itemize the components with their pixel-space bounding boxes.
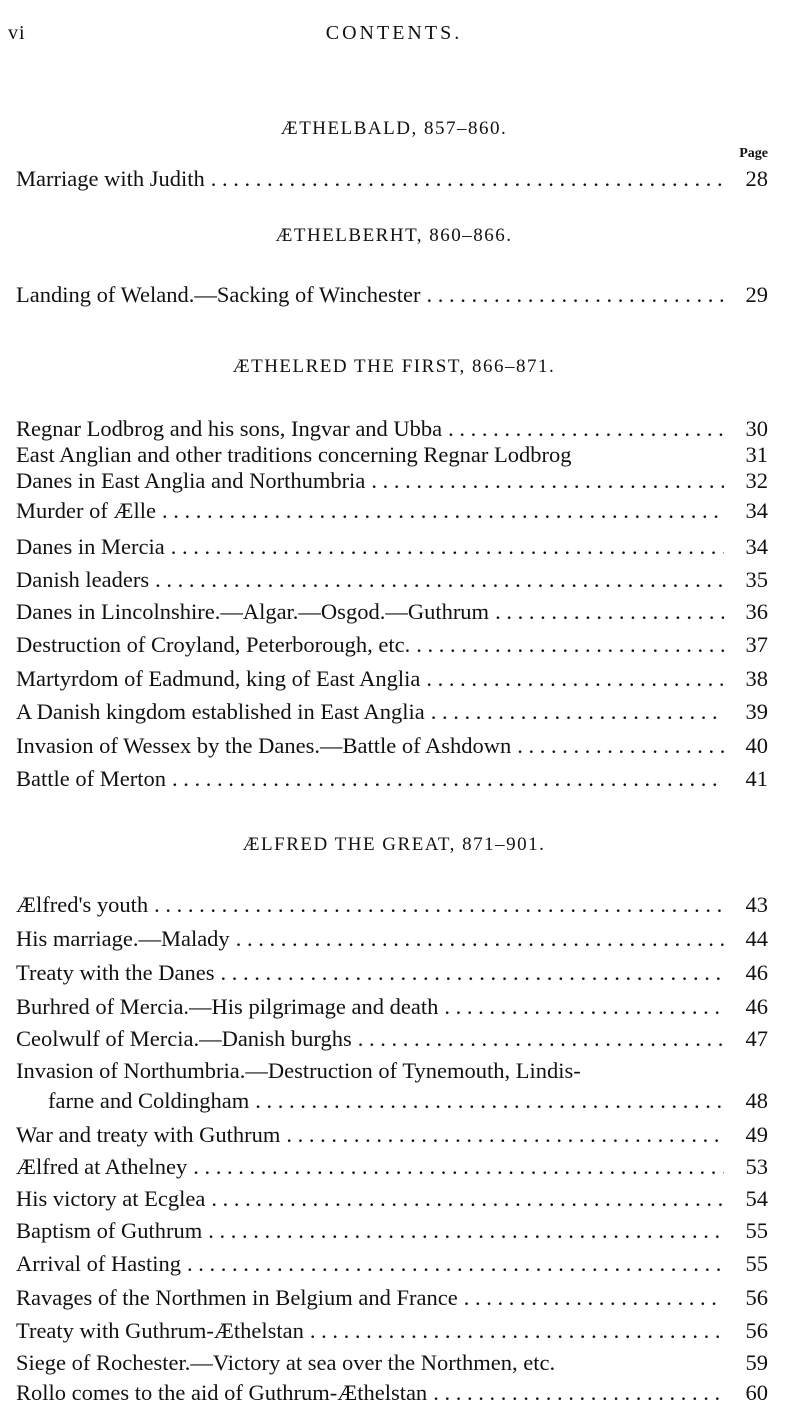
entry-page: 60 (745, 1380, 768, 1405)
toc-entry (16, 731, 768, 761)
running-title: CONTENTS. (325, 22, 463, 44)
toc-entry (16, 496, 768, 526)
toc-entry (16, 1216, 768, 1246)
toc-entry (16, 1184, 768, 1214)
entry-page: 55 (745, 1218, 768, 1243)
entry-title: Arrival of Hasting (16, 1251, 181, 1276)
toc-entry (16, 1348, 768, 1378)
entry-title: Landing of Weland.—Sacking of Winchester (16, 282, 421, 307)
entry-page: 53 (745, 1154, 768, 1179)
page-folio: vi (8, 22, 26, 44)
entry-page: 30 (745, 416, 768, 441)
entry-page: 37 (745, 632, 768, 657)
toc-entry (16, 890, 768, 920)
entry-page: 38 (745, 666, 768, 691)
entry-page: 54 (745, 1186, 768, 1211)
section-heading: ÆLFRED THE GREAT, 871–901. (242, 834, 546, 855)
toc-entry (16, 164, 768, 194)
entry-title: Rollo comes to the aid of Guthrum-Æthelstan (16, 1380, 428, 1405)
section-heading: ÆTHELBALD, 857–860. (280, 118, 508, 139)
toc-entry (16, 1056, 768, 1086)
toc-entry (16, 1120, 768, 1150)
toc-entry (16, 1378, 768, 1408)
entry-page: 31 (745, 442, 768, 467)
entry-title: Danish leaders (16, 567, 150, 592)
toc-entry (16, 764, 768, 794)
entry-title: His marriage.—Malady (16, 926, 230, 951)
entry-title: Marriage with Judith (16, 166, 205, 191)
entry-title: Baptism of Guthrum (16, 1218, 203, 1243)
entry-title: Treaty with the Danes (16, 960, 215, 985)
toc-entry (16, 1024, 768, 1054)
entry-page: 28 (745, 166, 768, 191)
toc-entry (16, 992, 768, 1022)
entry-title: A Danish kingdom established in East Anglia (16, 699, 425, 724)
entry-title: Ceolwulf of Mercia.—Danish burghs (16, 1026, 352, 1051)
entry-title-continuation: farne and Coldingham (48, 1088, 250, 1113)
entry-title: Danes in Mercia (16, 534, 165, 559)
entry-page: 34 (745, 534, 768, 559)
toc-entry (16, 924, 768, 954)
entry-title: Destruction of Croyland, Peterborough, etc. (16, 632, 411, 657)
entry-title: Danes in East Anglia and Northumbria (16, 468, 366, 493)
section-heading: ÆTHELBERHT, 860–866. (275, 225, 513, 246)
toc-entry (16, 565, 768, 595)
entry-page: 39 (745, 699, 768, 724)
toc-entry (16, 664, 768, 694)
entry-title: Murder of Ælle (16, 498, 156, 523)
page-column-label: Page (739, 146, 768, 161)
entry-page: 41 (745, 766, 768, 791)
entry-page: 56 (745, 1285, 768, 1310)
entry-title: Martyrdom of Eadmund, king of East Anglia (16, 666, 421, 691)
entry-page: 35 (745, 567, 768, 592)
entry-page: 43 (745, 892, 768, 917)
entry-page: 46 (745, 960, 768, 985)
toc-entry (16, 1249, 768, 1279)
entry-page: 29 (745, 282, 768, 307)
entry-page: 49 (745, 1122, 768, 1147)
entry-title: East Anglian and other traditions concerning Regnar Lodbrog (16, 442, 572, 467)
toc-entry (16, 697, 768, 727)
entry-title: Ravages of the Northmen in Belgium and France (16, 1285, 458, 1310)
toc-entry (16, 280, 768, 310)
entry-title: Regnar Lodbrog and his sons, Ingvar and Ubba (16, 416, 443, 441)
entry-title: His victory at Ecglea (16, 1186, 206, 1211)
entry-title: Invasion of Wessex by the Danes.—Battle of Ashdown (16, 733, 512, 758)
entry-title: Battle of Merton (16, 766, 166, 791)
entry-page: 56 (745, 1318, 768, 1343)
entry-title: Burhred of Mercia.—His pilgrimage and death (16, 994, 439, 1019)
entry-page: 36 (745, 599, 768, 624)
toc-entry (16, 1316, 768, 1346)
entry-page: 59 (745, 1350, 768, 1375)
section-heading: ÆTHELRED THE FIRST, 866–871. (232, 356, 556, 377)
entry-page: 55 (745, 1251, 768, 1276)
entry-page: 47 (745, 1026, 768, 1051)
toc-entry (16, 532, 768, 562)
toc-entry (16, 1152, 768, 1182)
entry-title: Siege of Rochester.—Victory at sea over the Northmen, etc. (16, 1350, 556, 1375)
entry-title: Ælfred's youth (16, 892, 149, 917)
entry-page: 48 (745, 1088, 768, 1113)
entry-page: 44 (745, 926, 768, 951)
entry-title: Danes in Lincolnshire.—Algar.—Osgod.—Guthrum (16, 599, 490, 624)
entry-title: Invasion of Northumbria.—Destruction of Tynemouth, Lindis- (16, 1058, 581, 1083)
toc-entry (16, 958, 768, 988)
toc-entry (16, 630, 768, 660)
entry-page: 34 (745, 498, 768, 523)
entry-title: War and treaty with Guthrum (16, 1122, 281, 1147)
entry-page: 40 (745, 733, 768, 758)
entry-title: Ælfred at Athelney (16, 1154, 188, 1179)
toc-entry (16, 597, 768, 627)
entry-title: Treaty with Guthrum-Æthelstan (16, 1318, 304, 1343)
toc-entry (16, 1283, 768, 1313)
entry-page: 32 (745, 468, 768, 493)
entry-page: 46 (745, 994, 768, 1019)
toc-entry-continuation (48, 1086, 768, 1116)
toc-entry (16, 466, 768, 496)
